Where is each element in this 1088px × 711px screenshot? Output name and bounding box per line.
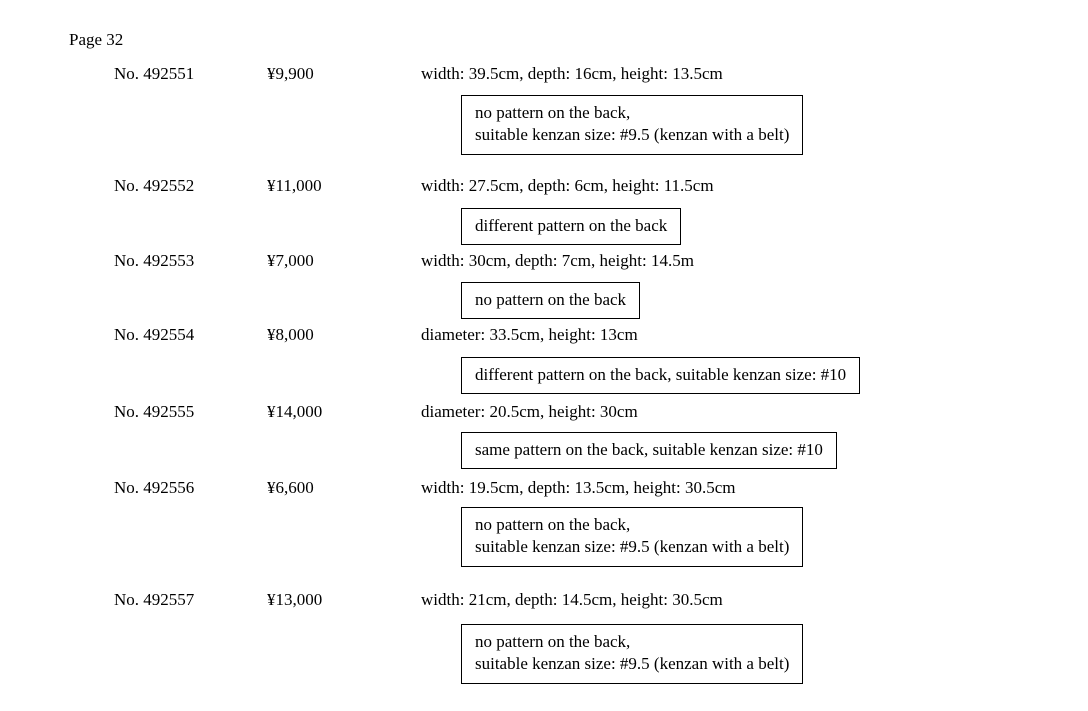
item-number: No. 492554 bbox=[114, 325, 195, 344]
item-dimensions: diameter: 20.5cm, height: 30cm bbox=[421, 402, 638, 421]
item-note-box bbox=[461, 624, 803, 684]
note-line: different pattern on the back, suitable kenzan size: #10 bbox=[475, 365, 847, 384]
item-price: ¥13,000 bbox=[267, 590, 323, 609]
item-price: ¥14,000 bbox=[267, 402, 323, 421]
item-number: No. 492556 bbox=[114, 478, 195, 497]
item-dimensions: width: 27.5cm, depth: 6cm, height: 11.5cm bbox=[421, 176, 714, 195]
item-dimensions: width: 21cm, depth: 14.5cm, height: 30.5cm bbox=[421, 590, 723, 609]
item-note-box bbox=[461, 95, 803, 155]
item-note-box bbox=[461, 507, 803, 567]
note-line: same pattern on the back, suitable kenzan size: #10 bbox=[475, 440, 823, 459]
item-note-box bbox=[461, 357, 860, 394]
page-number: Page 32 bbox=[69, 30, 124, 49]
item-dimensions: width: 19.5cm, depth: 13.5cm, height: 30.5cm bbox=[421, 478, 736, 497]
item-price: ¥8,000 bbox=[267, 325, 314, 344]
note-line: no pattern on the back, bbox=[475, 515, 631, 534]
item-number: No. 492555 bbox=[114, 402, 195, 421]
note-line: no pattern on the back, bbox=[475, 632, 631, 651]
note-line: suitable kenzan size: #9.5 (kenzan with a belt) bbox=[475, 654, 790, 674]
item-dimensions: diameter: 33.5cm, height: 13cm bbox=[421, 325, 638, 344]
item-number: No. 492553 bbox=[114, 251, 195, 270]
item-number: No. 492551 bbox=[114, 64, 195, 83]
note-line: suitable kenzan size: #9.5 (kenzan with a belt) bbox=[475, 125, 790, 145]
item-number: No. 492557 bbox=[114, 590, 195, 609]
item-price: ¥6,600 bbox=[267, 478, 314, 497]
note-line: no pattern on the back bbox=[475, 290, 627, 309]
item-price: ¥11,000 bbox=[267, 176, 322, 195]
item-note-box bbox=[461, 208, 681, 245]
item-number: No. 492552 bbox=[114, 176, 195, 195]
note-line: different pattern on the back bbox=[475, 216, 668, 235]
item-note-box bbox=[461, 432, 837, 469]
item-price: ¥9,900 bbox=[267, 64, 314, 83]
item-note-box bbox=[461, 282, 640, 319]
item-dimensions: width: 30cm, depth: 7cm, height: 14.5m bbox=[421, 251, 694, 270]
item-price: ¥7,000 bbox=[267, 251, 314, 270]
note-line: suitable kenzan size: #9.5 (kenzan with a belt) bbox=[475, 537, 790, 557]
item-dimensions: width: 39.5cm, depth: 16cm, height: 13.5cm bbox=[421, 64, 723, 83]
note-line: no pattern on the back, bbox=[475, 103, 631, 122]
